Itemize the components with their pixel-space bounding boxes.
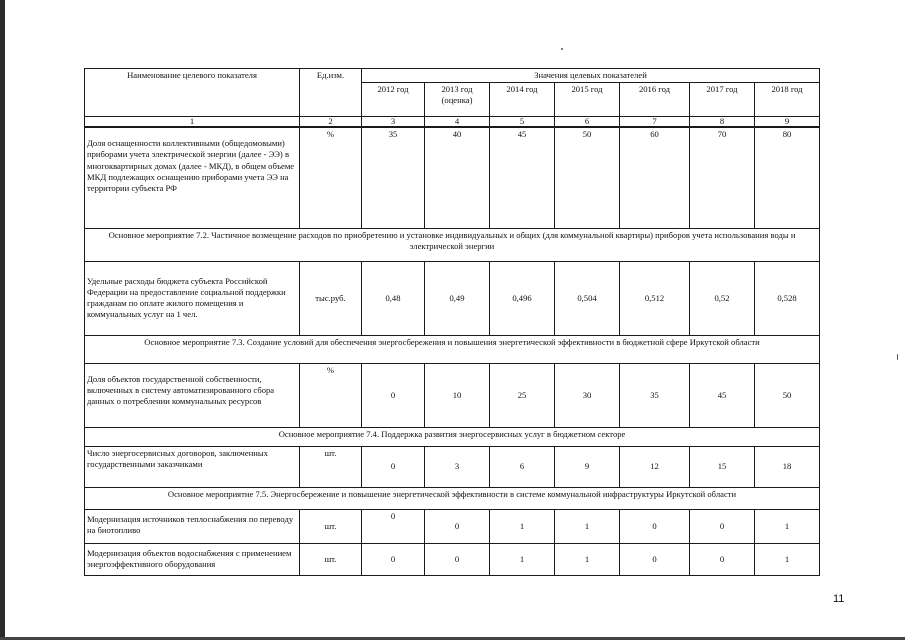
- value-2015: 1: [555, 509, 620, 543]
- indicator-name: Доля оснащенности коллективными (общедомовыми) приборами учета электрической энергии (далее - ЭЭ) в многоквартирных домах (далее - МКД), в общем объеме МКД подлежащих оснащению приборами учета ЭЭ на территории субъекта РФ: [85, 127, 300, 228]
- indicator-name: Модернизация источников теплоснабжения по переводу на биотопливо: [85, 509, 300, 543]
- column-number: 6: [555, 117, 620, 128]
- page-number: 11: [833, 593, 845, 605]
- indicator-name: Модернизация объектов водоснабжения с применением энергоэффективного оборудования: [85, 543, 300, 575]
- column-number: 3: [362, 117, 425, 128]
- section-title-7-4: Основное мероприятие 7.4. Поддержка развития энергосервисных услуг в бюджетном секторе: [85, 427, 820, 446]
- header-year-2014: 2014 год: [490, 83, 555, 117]
- value-2012: 0,48: [362, 261, 425, 335]
- value-2013: 0,49: [425, 261, 490, 335]
- value-2013: 0: [425, 543, 490, 575]
- value-2014: 1: [490, 509, 555, 543]
- value-2017: 0,52: [690, 261, 755, 335]
- value-2016: 60: [620, 127, 690, 228]
- header-year-2016: 2016 год: [620, 83, 690, 117]
- section-row-7-4: [85, 427, 820, 446]
- value-2016: 0,512: [620, 261, 690, 335]
- column-number: 5: [490, 117, 555, 128]
- value-2016: 0: [620, 509, 690, 543]
- indicator-unit: шт.: [300, 446, 362, 487]
- column-number: 7: [620, 117, 690, 128]
- value-2018: 50: [755, 363, 820, 427]
- scan-speck: [561, 48, 563, 50]
- value-2015: 9: [555, 446, 620, 487]
- value-2018: 0,528: [755, 261, 820, 335]
- column-number-row: [85, 117, 820, 128]
- indicator-name: Удельные расходы бюджета субъекта Российской Федерации на предоставление социальной поддержки гражданам по оплате жилого помещения и коммунальных услуг на 1 чел.: [85, 261, 300, 335]
- value-2018: 80: [755, 127, 820, 228]
- indicator-unit: шт.: [300, 543, 362, 575]
- table-row-heat-sources: [85, 509, 820, 543]
- value-2012: 0: [362, 543, 425, 575]
- scan-left-edge: [0, 0, 5, 640]
- value-2014: 0,496: [490, 261, 555, 335]
- value-2017: 0: [690, 509, 755, 543]
- header-indicator-name: Наименование целевого показателя: [85, 69, 300, 117]
- value-2013: 3: [425, 446, 490, 487]
- value-2014: 25: [490, 363, 555, 427]
- value-2016: 35: [620, 363, 690, 427]
- value-2015: 0,504: [555, 261, 620, 335]
- value-2017: 0: [690, 543, 755, 575]
- value-2016: 12: [620, 446, 690, 487]
- value-2013: 40: [425, 127, 490, 228]
- table-row-state-objects-share: [85, 363, 820, 427]
- section-title-7-5: Основное мероприятие 7.5. Энергосбережение и повышение энергетической эффективности в системе коммунальной инфраструктуры Иркутской области: [85, 487, 820, 509]
- column-number: 4: [425, 117, 490, 128]
- header-year-2018: 2018 год: [755, 83, 820, 117]
- value-2017: 45: [690, 363, 755, 427]
- header-values-group: Значения целевых показателей: [362, 69, 820, 83]
- column-number: 1: [85, 117, 300, 128]
- scan-speck: [897, 354, 898, 360]
- indicator-unit: шт.: [300, 509, 362, 543]
- value-2013: 10: [425, 363, 490, 427]
- value-2015: 1: [555, 543, 620, 575]
- value-2012: 0: [362, 363, 425, 427]
- value-2018: 18: [755, 446, 820, 487]
- value-2018: 1: [755, 543, 820, 575]
- target-indicators-table: [84, 68, 820, 576]
- header-row-group: [85, 69, 820, 83]
- table-row-budget-expenses: [85, 261, 820, 335]
- column-number: 2: [300, 117, 362, 128]
- value-2017: 70: [690, 127, 755, 228]
- section-title-7-3: Основное мероприятие 7.3. Создание условий для обеспечения энергосбережения и повышения энергетической эффективности в бюджетной сфере Иркутской области: [85, 335, 820, 363]
- table-row-water-supply: [85, 543, 820, 575]
- table-row-energy-service-contracts: [85, 446, 820, 487]
- value-2014: 45: [490, 127, 555, 228]
- indicator-name: Число энергосервисных договоров, заключенных государственными заказчиками: [85, 446, 300, 487]
- value-2017: 15: [690, 446, 755, 487]
- table-row-metering-share: [85, 127, 820, 228]
- header-year-2015: 2015 год: [555, 83, 620, 117]
- value-2016: 0: [620, 543, 690, 575]
- header-year-2012: 2012 год: [362, 83, 425, 117]
- indicator-unit: тыс.руб.: [300, 261, 362, 335]
- header-unit: Ед.изм.: [300, 69, 362, 117]
- value-2012: 0: [362, 509, 425, 543]
- section-row-7-3: [85, 335, 820, 363]
- indicator-unit: %: [300, 127, 362, 228]
- value-2015: 50: [555, 127, 620, 228]
- column-number: 9: [755, 117, 820, 128]
- value-2012: 0: [362, 446, 425, 487]
- indicator-unit: %: [300, 363, 362, 427]
- value-2014: 6: [490, 446, 555, 487]
- section-row-7-5: [85, 487, 820, 509]
- value-2018: 1: [755, 509, 820, 543]
- value-2014: 1: [490, 543, 555, 575]
- section-title-7-2: Основное мероприятие 7.2. Частичное возмещение расходов по приобретению и установке индивидуальных и общих (для коммунальной квартиры) приборов учета использования воды и электрической энергии: [85, 228, 820, 261]
- indicator-name: Доля объектов государственной собственности, включенных в систему автоматизированного сбора данных о потреблении коммунальных ресурсов: [85, 363, 300, 427]
- value-2012: 35: [362, 127, 425, 228]
- value-2015: 30: [555, 363, 620, 427]
- header-year-2013: 2013 год (оценка): [425, 83, 490, 117]
- column-number: 8: [690, 117, 755, 128]
- header-year-2017: 2017 год: [690, 83, 755, 117]
- value-2013: 0: [425, 509, 490, 543]
- section-row-7-2: [85, 228, 820, 261]
